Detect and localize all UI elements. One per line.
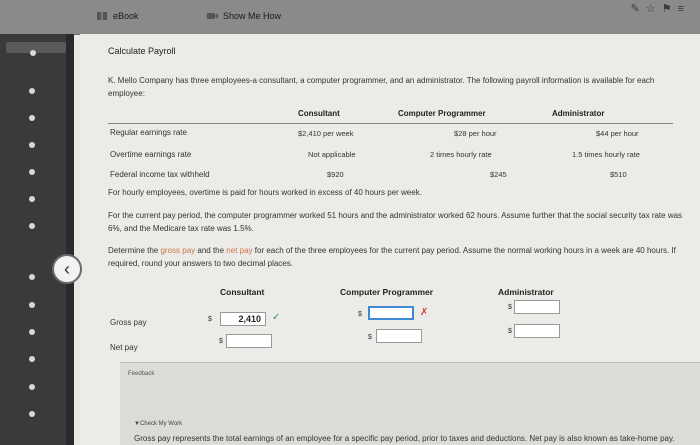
- pencil-icon[interactable]: ✎: [630, 3, 646, 15]
- star-icon[interactable]: ☆: [645, 3, 662, 15]
- dollar-sign: $: [219, 338, 223, 345]
- back-button[interactable]: [52, 254, 82, 284]
- dollar-sign: $: [368, 334, 372, 341]
- correct-check-icon: ✓: [272, 312, 281, 323]
- rail-dot-icon[interactable]: [29, 223, 35, 229]
- table-rule: [108, 123, 673, 124]
- ebook-link[interactable]: [96, 11, 139, 21]
- answer-header-administrator: Administrator: [498, 287, 554, 297]
- feedback-title: Feedback: [128, 371, 155, 377]
- rail-item[interactable]: [6, 42, 66, 53]
- cell-programmer-tax: $245: [490, 170, 507, 179]
- table-header-consultant: Consultant: [298, 109, 340, 118]
- book-icon: [96, 11, 108, 21]
- rail-dot-icon[interactable]: [29, 274, 35, 280]
- ebook-label: eBook: [113, 11, 139, 21]
- rail-dot-icon[interactable]: [29, 356, 35, 362]
- administrator-gross-input[interactable]: [514, 300, 560, 314]
- consultant-gross-input[interactable]: 2,410: [220, 312, 266, 326]
- feedback-panel: [120, 362, 700, 445]
- rail-dot-icon[interactable]: [29, 142, 35, 148]
- programmer-gross-input[interactable]: [368, 306, 414, 320]
- dollar-sign: $: [358, 311, 362, 318]
- administrator-net-input[interactable]: [514, 324, 560, 338]
- instructions: [108, 244, 683, 270]
- flag-icon[interactable]: ⚑: [661, 3, 678, 15]
- rail-dot-icon[interactable]: [29, 88, 35, 94]
- rail-dot-icon[interactable]: [29, 302, 35, 308]
- gross-pay-label: Gross pay: [110, 318, 147, 327]
- answer-header-programmer: Computer Programmer: [340, 287, 434, 297]
- cell-consultant-overtime: Not applicable: [308, 150, 356, 159]
- show-me-how-link[interactable]: [206, 11, 281, 21]
- page-title: Calculate Payroll: [108, 46, 176, 56]
- dollar-sign: $: [208, 316, 212, 323]
- rail-dot-icon[interactable]: [29, 411, 35, 417]
- question-nav-rail: [0, 34, 74, 445]
- pay-period-details: For the current pay period, the computer programmer worked 51 hours and the administrator worked 62 hours. Assume further that the social security tax rate was 6%, and the Medicare tax rate was 1.5%.: [108, 211, 683, 233]
- cell-consultant-tax: $920: [327, 170, 344, 179]
- instr-part-a: Determine the: [108, 246, 161, 255]
- rail-dot-icon[interactable]: [29, 329, 35, 335]
- answer-header-consultant: Consultant: [220, 287, 265, 297]
- menu-icon[interactable]: ≡: [677, 3, 690, 15]
- rail-divider: [66, 34, 74, 445]
- rail-dot-icon[interactable]: [29, 115, 35, 121]
- consultant-net-input[interactable]: [226, 334, 272, 348]
- rail-dot-icon[interactable]: [29, 169, 35, 175]
- cell-administrator-tax: $510: [610, 170, 627, 179]
- rail-dot-icon: [30, 50, 36, 56]
- toolbar-icons: [631, 2, 690, 15]
- instr-part-b: and the: [195, 246, 227, 255]
- incorrect-x-icon: ✗: [420, 307, 429, 318]
- check-my-work-toggle[interactable]: ▼Check My Work: [134, 421, 183, 427]
- table-header-administrator: Administrator: [552, 109, 605, 118]
- chevron-left-icon: ‹: [64, 258, 70, 279]
- instr-part-c: for each of the three employees for the current pay period. Assume the normal working hours in a week are 40 hours. If required, round your answers to two decimal places.: [108, 246, 676, 268]
- row-label-tax: Federal income tax withheld: [110, 170, 210, 179]
- net-pay-label: Net pay: [110, 343, 138, 352]
- cell-programmer-overtime: 2 times hourly rate: [430, 150, 492, 159]
- cell-administrator-regular: $44 per hour: [596, 129, 639, 138]
- row-label-regular: Regular earnings rate: [110, 128, 187, 137]
- gross-pay-term: gross pay: [160, 246, 196, 255]
- row-label-overtime: Overtime earnings rate: [110, 150, 192, 159]
- cell-consultant-regular: $2,410 per week: [298, 129, 354, 138]
- top-toolbar: [0, 0, 700, 35]
- cell-programmer-regular: $28 per hour: [454, 129, 497, 138]
- table-header-programmer: Computer Programmer: [398, 109, 486, 118]
- rail-dot-icon[interactable]: [29, 384, 35, 390]
- programmer-net-input[interactable]: [376, 329, 422, 343]
- video-icon: [206, 11, 218, 21]
- question-content: [80, 34, 700, 445]
- problem-intro: K. Mello Company has three employees-a consultant, a computer programmer, and an administrator. The following payroll information is available for each employee:: [108, 76, 655, 98]
- overtime-note: For hourly employees, overtime is paid for hours worked in excess of 40 hours per week.: [108, 188, 422, 197]
- dollar-sign: $: [508, 328, 512, 335]
- net-pay-term: net pay: [226, 246, 253, 255]
- cell-administrator-overtime: 1.5 times hourly rate: [572, 150, 640, 159]
- dollar-sign: $: [508, 304, 512, 311]
- feedback-text: Gross pay represents the total earnings of an employee for a specific pay period, prior to taxes and deductions. Net pay is also known as take-home pay.: [134, 434, 675, 443]
- rail-dot-icon[interactable]: [29, 196, 35, 202]
- show-me-how-label: Show Me How: [223, 11, 282, 21]
